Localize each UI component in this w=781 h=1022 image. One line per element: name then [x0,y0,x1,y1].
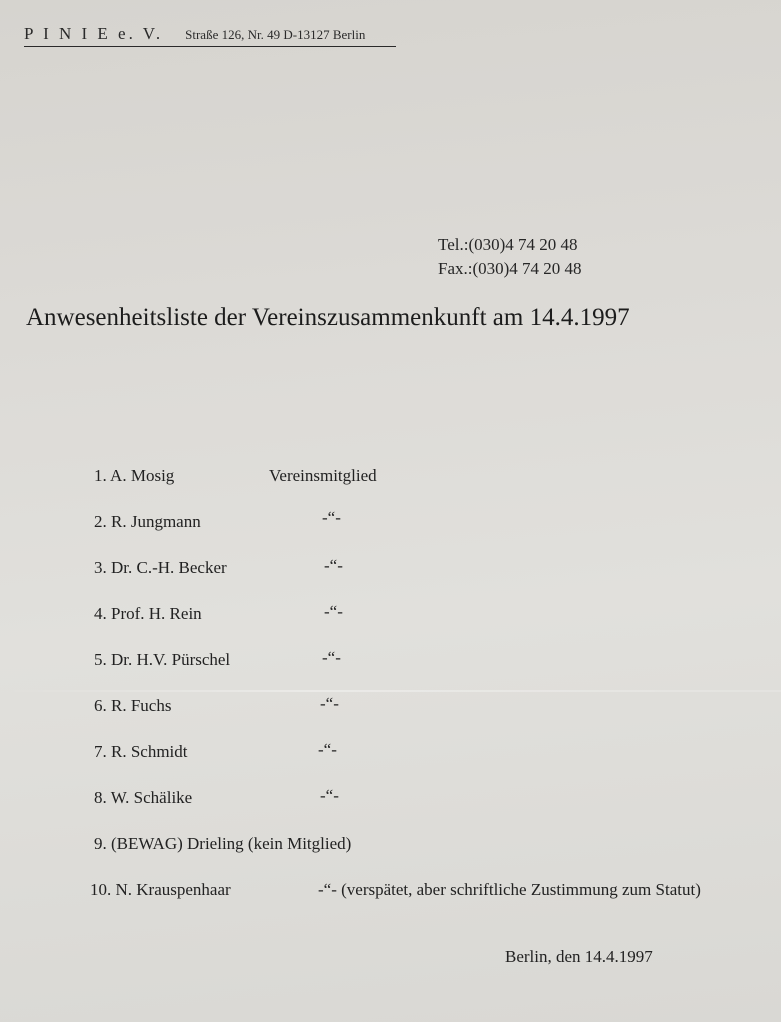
attendee-name: 9. (BEWAG) Drieling (kein Mitglied) [94,834,352,853]
attendee-status: -“- [318,740,337,759]
attendee-name: 7. R. Schmidt [94,742,188,761]
attendee-name: 3. Dr. C.-H. Becker [94,558,227,577]
attendee-status: -“- (verspätet, aber schriftliche Zustimmung zum Statut) [318,880,701,899]
organization-name: P I N I E e. V. [24,24,164,43]
attendee-status: -“- [322,648,341,667]
contact-block [438,233,582,281]
attendee-status: -“- [320,786,339,805]
attendee-name: 1. A. Mosig [94,466,175,485]
place-and-date: Berlin, den 14.4.1997 [505,947,653,966]
attendee-name: 4. Prof. H. Rein [94,604,202,623]
attendee-name: 5. Dr. H.V. Pürschel [94,650,231,669]
attendee-name: 8. W. Schälike [94,788,193,807]
attendee-status: -“- [322,508,341,527]
letterhead [24,24,396,47]
telephone-number: Tel.:(030)4 74 20 48 [438,235,578,254]
attendee-name: 2. R. Jungmann [94,512,201,531]
paper-fold-line [0,690,781,692]
organization-address: Straße 126, Nr. 49 D-13127 Berlin [185,27,366,42]
attendee-status: Vereinsmitglied [269,466,377,485]
attendee-name: 10. N. Krauspenhaar [90,880,231,899]
attendee-name: 6. R. Fuchs [94,696,172,715]
fax-number: Fax.:(030)4 74 20 48 [438,259,582,278]
attendee-status: -“- [324,556,343,575]
document-title: Anwesenheitsliste der Vereinszusammenkunft am 14.4.1997 [26,304,630,331]
attendee-status: -“- [320,694,339,713]
attendee-status: -“- [324,602,343,621]
